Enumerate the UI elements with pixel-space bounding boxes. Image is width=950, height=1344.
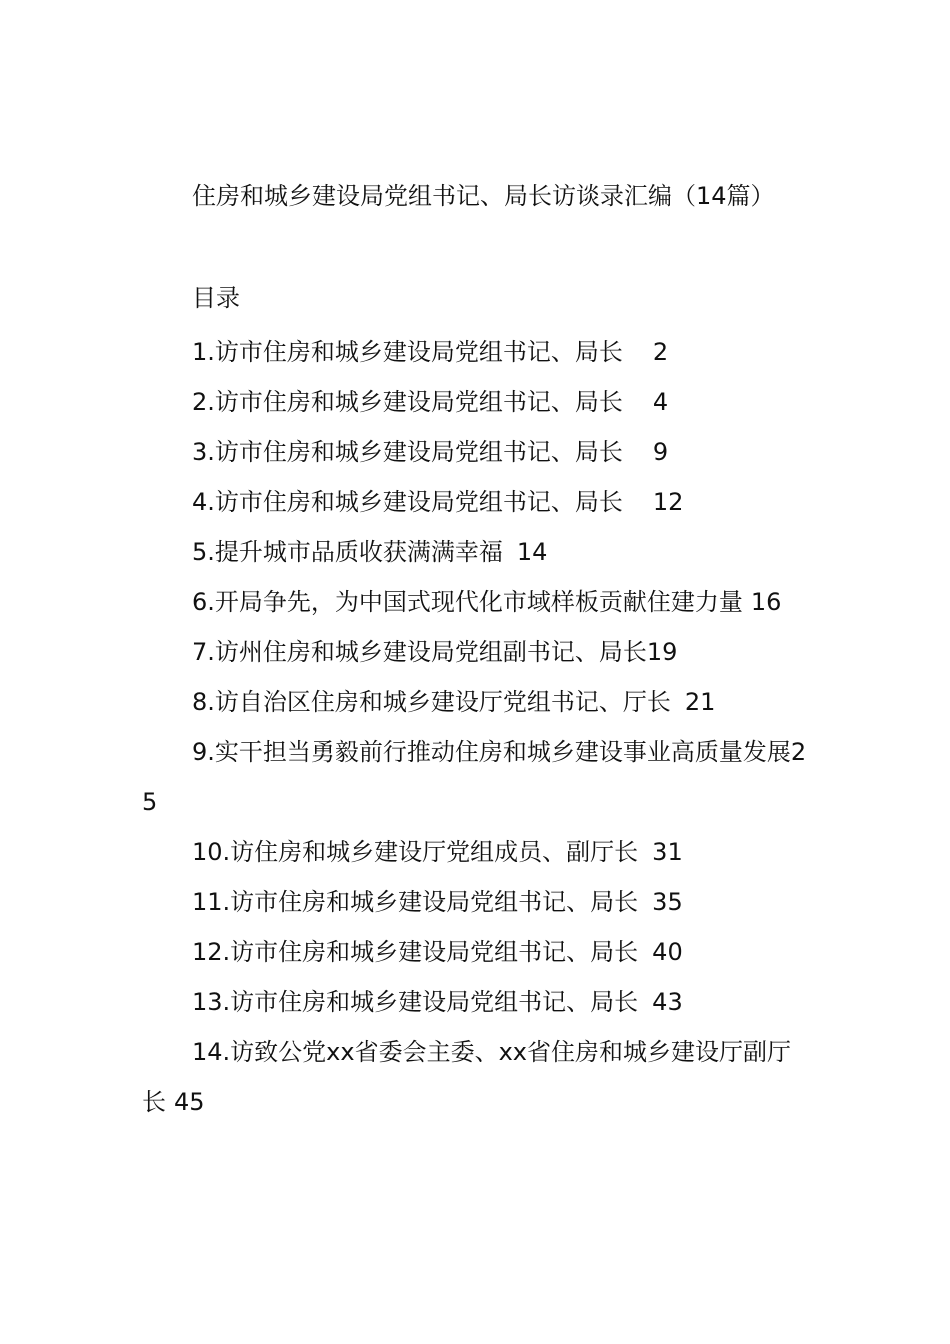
table-of-contents — [142, 327, 812, 1127]
toc-entry-label: 11.访市住房和城乡建设局党组书记、局长 — [192, 888, 639, 916]
toc-entry-page: 21 — [684, 688, 716, 716]
toc-entry[interactable] — [142, 477, 812, 527]
toc-entry-label: 10.访住房和城乡建设厅党组成员、副厅长 — [192, 838, 639, 866]
toc-entry-page: 9 — [652, 438, 669, 466]
toc-entry-label: 1.访市住房和城乡建设局党组书记、局长 — [192, 338, 623, 366]
toc-entry[interactable] — [142, 327, 812, 377]
toc-entry-page: 2 — [652, 338, 669, 366]
toc-entry-page: 45 — [174, 1088, 205, 1116]
toc-entry-label: 12.访市住房和城乡建设局党组书记、局长 — [192, 938, 639, 966]
toc-entry-page: 14 — [516, 538, 548, 566]
toc-entry-label: 8.访自治区住房和城乡建设厅党组书记、厅长 — [192, 688, 671, 716]
toc-entry-page: 19 — [646, 638, 678, 666]
toc-entry-label: 9.实干担当勇毅前行推动住房和城乡建设事业高质量发展 — [192, 738, 791, 766]
document-title: 住房和城乡建设局党组书记、局长访谈录汇编（14篇） — [192, 182, 775, 210]
toc-entry-page: 40 — [652, 938, 683, 966]
toc-entry-page: 31 — [652, 838, 683, 866]
toc-entry-page: 12 — [652, 488, 684, 516]
toc-entry[interactable] — [142, 727, 812, 827]
toc-entry-label: 5.提升城市品质收获满满幸福 — [192, 538, 503, 566]
toc-entry-page: 25 — [142, 738, 807, 816]
toc-entry[interactable] — [142, 877, 812, 927]
toc-entry[interactable] — [142, 1027, 812, 1127]
toc-entry-label: 3.访市住房和城乡建设局党组书记、局长 — [192, 438, 623, 466]
toc-entry[interactable] — [142, 977, 812, 1027]
toc-entry-label: 13.访市住房和城乡建设局党组书记、局长 — [192, 988, 639, 1016]
toc-heading: 目录 — [192, 284, 240, 312]
toc-entry-page: 43 — [652, 988, 683, 1016]
toc-entry-label: 4.访市住房和城乡建设局党组书记、局长 — [192, 488, 623, 516]
toc-entry-page: 35 — [652, 888, 683, 916]
toc-entry[interactable] — [142, 927, 812, 977]
toc-entry[interactable] — [142, 827, 812, 877]
toc-entry-label: 6.开局争先，为中国式现代化市域样板贡献住建力量 — [192, 588, 743, 616]
toc-entry-page: 4 — [652, 388, 669, 416]
toc-entry[interactable] — [142, 377, 812, 427]
toc-entry[interactable] — [142, 627, 812, 677]
toc-entry[interactable] — [142, 577, 812, 627]
toc-entry-label: 7.访州住房和城乡建设局党组副书记、局长 — [192, 638, 647, 666]
toc-entry[interactable] — [142, 677, 812, 727]
toc-entry[interactable] — [142, 427, 812, 477]
toc-entry-label: 2.访市住房和城乡建设局党组书记、局长 — [192, 388, 623, 416]
toc-entry-label: 14.访致公党xx省委会主委、xx省住房和城乡建设厅副厅长 — [142, 1038, 791, 1116]
toc-entry[interactable] — [142, 527, 812, 577]
toc-entry-page: 16 — [750, 588, 782, 616]
